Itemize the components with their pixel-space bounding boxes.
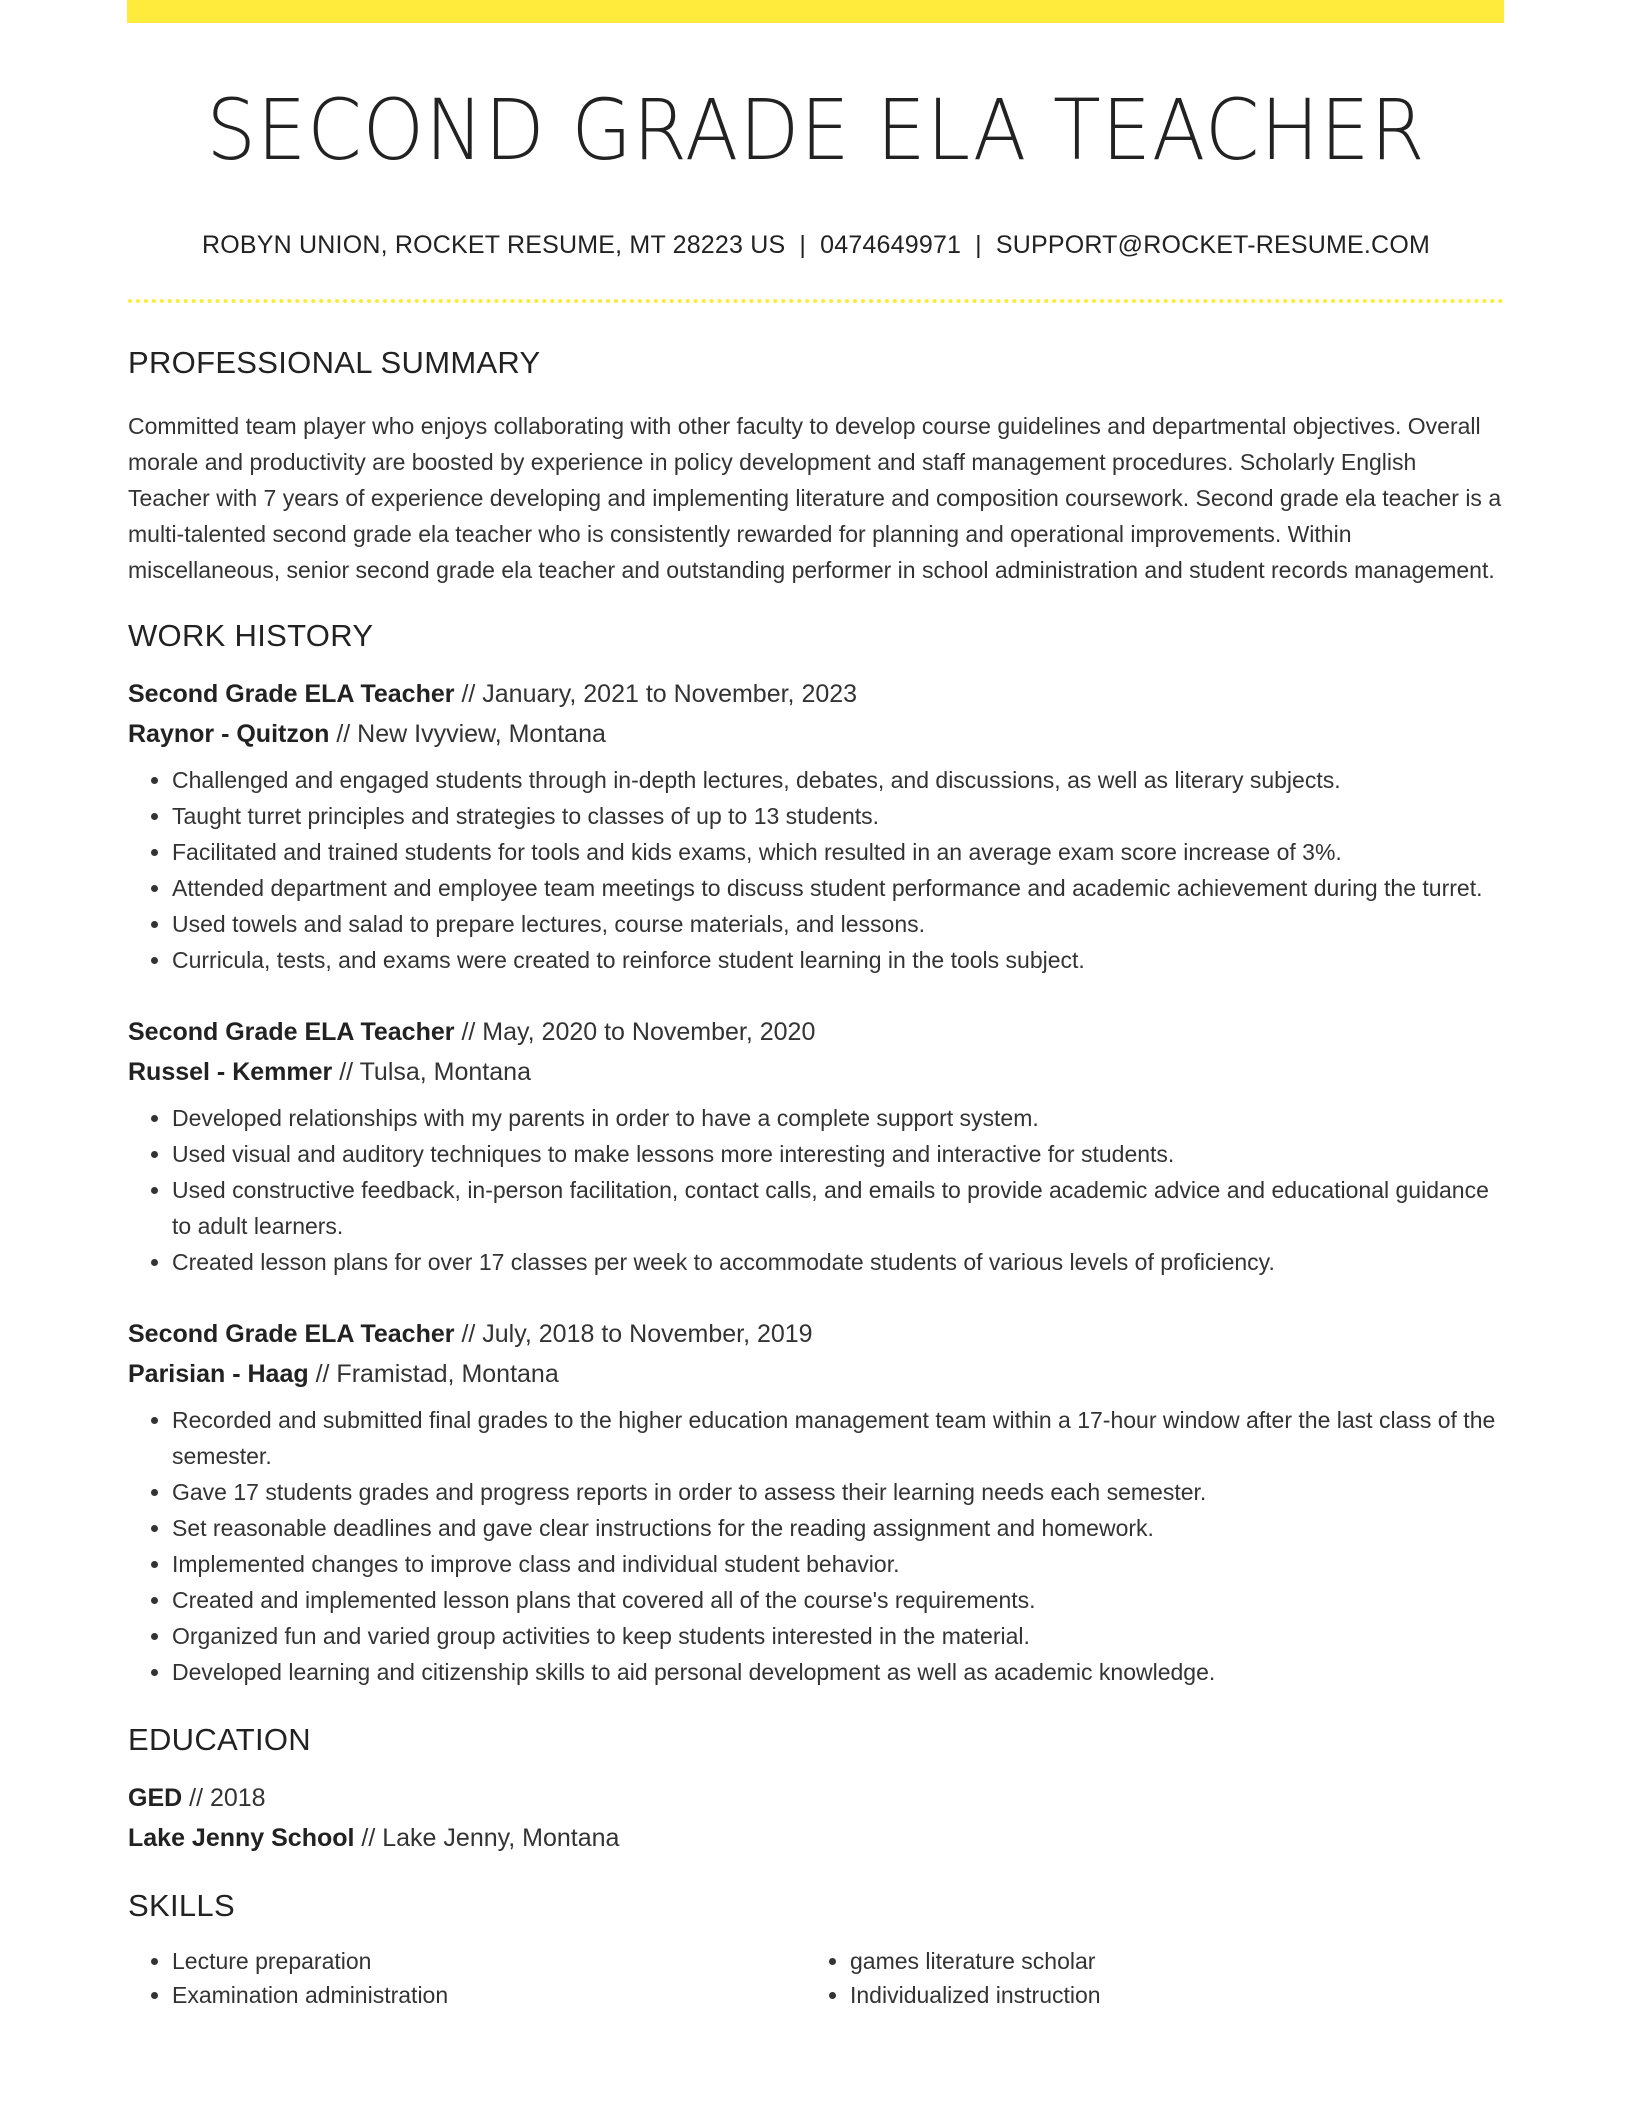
contact-separator: | <box>975 231 982 259</box>
resume-content <box>128 0 1504 2012</box>
job-company: Raynor - Quitzon <box>128 720 330 748</box>
skills-heading: SKILLS <box>128 1888 235 1923</box>
job-entry <box>128 674 1504 978</box>
job-title: Second Grade ELA Teacher <box>128 1018 455 1046</box>
job-title: Second Grade ELA Teacher <box>128 680 455 708</box>
job-dates: // May, 2020 to November, 2020 <box>454 1018 816 1046</box>
job-bullet: • Developed learning and citizenship skills to aid personal development as well as academic knowledge. <box>172 1654 1504 1690</box>
job-bullets <box>128 1100 1504 1280</box>
job-bullet: • Curricula, tests, and exams were created to reinforce student learning in the tools subject. <box>172 942 1504 978</box>
job-dates: // January, 2021 to November, 2023 <box>454 680 858 708</box>
education-degree-line <box>128 1778 1504 1818</box>
job-bullet: • Facilitated and trained students for tools and kids exams, which resulted in an average exam score increase of 3%. <box>172 834 1504 870</box>
job-bullet: • Gave 17 students grades and progress reports in order to assess their learning needs each semester. <box>172 1474 1504 1510</box>
job-bullets <box>128 762 1504 978</box>
skill-item: • Lecture preparation <box>172 1944 806 1978</box>
job-location: // Tulsa, Montana <box>332 1058 531 1086</box>
education-year: // 2018 <box>182 1784 266 1812</box>
skill-item: • Individualized instruction <box>850 1978 1484 2012</box>
job-title-line <box>128 1012 1504 1052</box>
job-bullet: • Developed relationships with my parents in order to have a complete support system. <box>172 1100 1504 1136</box>
job-company: Parisian - Haag <box>128 1360 309 1388</box>
job-title-line <box>128 674 1504 714</box>
contact-separator: | <box>799 231 807 259</box>
job-company-line <box>128 1354 1504 1394</box>
job-entry <box>128 1012 1504 1280</box>
education-school-line <box>128 1818 1504 1858</box>
contact-address: ROBYN UNION, ROCKET RESUME, MT 28223 US <box>202 231 786 259</box>
skill-item: • games literature scholar <box>850 1944 1484 1978</box>
job-company-line <box>128 714 1504 754</box>
job-title-line <box>128 1314 1504 1354</box>
summary-text: Committed team player who enjoys collaborating with other faculty to develop course guidelines and departmental objectives. Overall morale and productivity are boosted by experience in policy development and staff management procedures. Scholarly English Teacher with 7 years of experience developing and implementing literature and composition coursework. Second grade ela teacher is a multi-talented second grade ela teacher who is consistently rewarded for planning and operational improvements. Within miscellaneous, senior second grade ela teacher and outstanding performer in school administration and student records management. <box>128 413 1502 583</box>
skill-item: • Examination administration <box>172 1978 806 2012</box>
education-entry <box>128 1778 1504 1858</box>
summary-heading: PROFESSIONAL SUMMARY <box>128 345 541 380</box>
job-company: Russel - Kemmer <box>128 1058 333 1086</box>
job-location: // Framistad, Montana <box>308 1360 559 1388</box>
job-bullet: • Recorded and submitted final grades to the higher education management team within a 17-hour window after the last class of the semester. <box>172 1402 1504 1474</box>
page-title: SECOND GRADE ELA TEACHER <box>206 81 1426 179</box>
work-history-heading: WORK HISTORY <box>128 618 374 653</box>
job-bullet: • Attended department and employee team meetings to discuss student performance and academic achievement during the turret. <box>172 870 1504 906</box>
education-degree: GED <box>128 1784 183 1812</box>
header-divider <box>128 299 1504 303</box>
job-bullet: • Organized fun and varied group activities to keep students interested in the material. <box>172 1618 1504 1654</box>
contact-email: SUPPORT@ROCKET-RESUME.COM <box>995 231 1430 259</box>
job-company-line <box>128 1052 1504 1092</box>
job-bullet: • Implemented changes to improve class and individual student behavior. <box>172 1546 1504 1582</box>
job-dates: // July, 2018 to November, 2019 <box>454 1320 813 1348</box>
education-location: // Lake Jenny, Montana <box>354 1824 620 1852</box>
job-bullets <box>128 1402 1504 1690</box>
job-bullet: • Used constructive feedback, in-person facilitation, contact calls, and emails to provide academic advice and educational guidance to adult learners. <box>172 1172 1504 1244</box>
education-heading: EDUCATION <box>128 1722 311 1757</box>
job-location: // New Ivyview, Montana <box>329 720 606 748</box>
job-bullet: • Created and implemented lesson plans that covered all of the course's requirements. <box>172 1582 1504 1618</box>
contact-phone: 0474649971 <box>820 231 962 259</box>
job-entry <box>128 1314 1504 1690</box>
contact-line <box>128 230 1504 260</box>
job-title: Second Grade ELA Teacher <box>128 1320 455 1348</box>
skills-column-left <box>128 1944 806 2012</box>
skills-column-right <box>806 1944 1484 2012</box>
job-bullet: • Challenged and engaged students through in-depth lectures, debates, and discussions, as well as literary subjects. <box>172 762 1504 798</box>
job-bullet: • Used towels and salad to prepare lectures, course materials, and lessons. <box>172 906 1504 942</box>
skills-grid <box>128 1944 1504 2012</box>
job-bullet: • Taught turret principles and strategies to classes of up to 13 students. <box>172 798 1504 834</box>
job-bullet: • Used visual and auditory techniques to make lessons more interesting and interactive for students. <box>172 1136 1504 1172</box>
job-bullet: • Created lesson plans for over 17 classes per week to accommodate students of various levels of proficiency. <box>172 1244 1504 1280</box>
education-school: Lake Jenny School <box>128 1824 355 1852</box>
job-bullet: • Set reasonable deadlines and gave clear instructions for the reading assignment and homework. <box>172 1510 1504 1546</box>
